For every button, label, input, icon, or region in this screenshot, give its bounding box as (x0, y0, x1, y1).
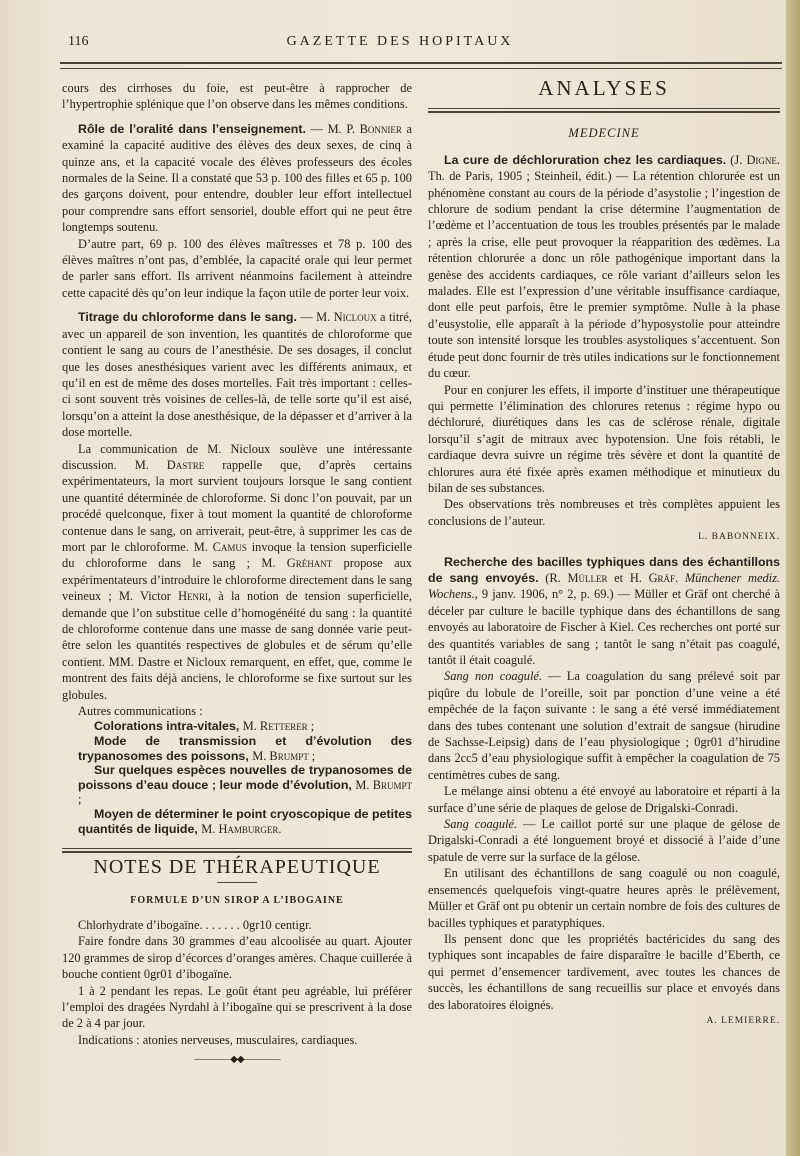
header-rule-thin (60, 68, 782, 69)
melange-paragraph: Le mélange ainsi obtenu a été envoyé au laboratoire et réparti à la surface d’une série de plaques de gelose de Drigalski-Conradi. (428, 784, 780, 815)
header-rule (60, 62, 782, 64)
author-nicloux: Nicloux (333, 310, 377, 325)
results-paragraph: En utilisant des échantillons de sang coagulé ou non coagulé, ensemencés quelquefois vingt-quatre heures après le prélèvement, Müller et Gräf ont pu obtenir un certain nombre de fois des cultures de bacilles typhiques et paratyphiques. (428, 866, 780, 930)
cure-paragraph-3: Des observations très nombreuses et très complètes appuient les conclusions de l’auteur. (428, 497, 780, 528)
author-digne: Digne (746, 152, 777, 167)
section-rule-thick (62, 851, 412, 853)
sang-non-coagule-paragraph: Sang non coagulé. — La coagulation du sang prélevé soit par piqûre du lobule de l’oreille, soit par ponction d’une veine a été empêchée de la façon suivante : le sang a été versé immédiatement dans des tubes contenant une solution d’extrait de sangsue (hirudine de Sachsse-Leipsig) dans de l’eau physiologique ; 0gr01 d’hirudine dans 2cc5 d’eau physiologique suffit à empêcher la coagulation de 75 centimètres cubes de sang. (428, 669, 780, 782)
analyses-rule (428, 108, 780, 109)
formula-ingredient: Chlorhydrate d’ibogaïne. . . . . . . 0gr10 centigr. (78, 918, 312, 932)
page-edge (786, 0, 800, 1156)
analyses-title: ANALYSES (538, 76, 670, 100)
page-number: 116 (68, 34, 89, 49)
communication-item: Moyen de déterminer le point cryoscopique de petites quantités de liquide, M. Hamburger. (78, 807, 412, 836)
continued-paragraph: cours des cirrhoses du foie, est peut-être à rapprocher de l’hypertrophie splénique que l’on observe dans les mêmes conditions. (62, 81, 412, 112)
short-divider (217, 882, 257, 883)
left-column (62, 80, 412, 1069)
communication-item: Colorations intra-vitales, M. Retterer ; (94, 719, 315, 734)
signature-babonneix: L. BABONNEIX. (698, 532, 780, 543)
titrage-discussion: La communication de M. Nicloux soulève une intéressante discussion. M. Dastre rappelle que, d’après certains expérimentateurs, la mort survient toujours lorsque le sang contient une quantité déterminée de chloroforme. Si donc l’on pouvait, par un procédé quelconque, fixer à tout moment la quantité de chloroforme contenue dans le sang, on arriverait, peut-être, à supprimer les cas de mort par le chloroforme. M. Camus invoque la tension superficielle du chloroforme dans le sang ; M. Gréhant propose aux expérimentateurs d’introduire le chloroforme directement dans le sang veineux ; M. Victor Henri, à la notion de tension superficielle, demande que l’on substitue celle d’homogénéité du sang : la quantité de chloroforme contenue dans une masse de sang donnée varie peut-être selon les quantités respectives de globules et de sérum qu’elle contient. MM. Dastre et Nicloux remarquent, en effet, que, comme le montrent des faits déjà anciens, le chloroforme se fixe surtout sur les globules. (62, 441, 412, 702)
section-medecine: MEDECINE (568, 126, 640, 141)
bacilles-paragraph: Recherche des bacilles typhiques dans des échantillons de sang envoyés. (R. Müller et H. Gräf. Münchener mediz. Wochens., 9 janv. 1906, n° 2, p. 69.) — Müller et Gräf ont cherché à déceler par culture le bacille typhique dans des échantillons de sang envoyés au laboratoire de Fischer à Kiel. Ces recherches ont porté sur des quantités variables de sang ; tantôt le sang n’était pas coagulé, tantôt il était coagulé. (428, 554, 780, 667)
titrage-paragraph: Titrage du chloroforme dans le sang. — M. Nicloux a titré, avec un appareil de son invention, les quantités de chloroforme que contient le sang au cours de l’anesthésie. De ses dosages, il conclut que les doses anesthésiques varient avec les différents animaux, et qu’il en est de même des doses mortelles. Fait très important : celles-ci sont souvent très voisines de celles-là, de telle sorte qu’il est aisé, lorsqu’on a atteint la dose anesthésique, de la dépasser et d’arriver à la dose mortelle. (62, 310, 412, 440)
end-ornament: ————◆◆———— (194, 1054, 280, 1066)
communication-item: Sur quelques espèces nouvelles de trypanosomes de poissons d’eau douce ; leur mode d’évolution, M. Brumpt ; (78, 763, 412, 807)
conclusion-paragraph: Ils pensent donc que les propriétés bactéricides du sang des typhiques sont incapables de faire disparaître le bacille d’Eberth, ce qui permet d’ensemencer tardivement, avec toutes les chances de succès, les échantillons de sang recueillis sur place et envoyés dans des laboratoires éloignés. (428, 931, 780, 1012)
cure-title: La cure de déchloruration chez les cardiaques. (444, 152, 727, 167)
page-header (0, 34, 800, 58)
bacilles-title: Recherche des bacilles typhiques dans des échantillons de sang envoyés. (428, 554, 780, 585)
journal-title: GAZETTE DES HOPITAUX (286, 34, 514, 49)
formula-dosage: 1 à 2 pendant les repas. Le goût étant peu agréable, lui préférer l’emploi des dragées Nyrdahl à l’ibogaïne qui se prescrivent à la dose de 2 à 4 par jour. (62, 983, 412, 1031)
sang-coagule-paragraph: Sang coagulé. — Le caillot porté sur une plaque de gélose de Drigalski-Conradi a été longuement broyé et dissocié à l’aide d’une spatule de verre sur la surface de la gélose. (428, 817, 780, 864)
formula-title: FORMULE D’UN SIROP A L’IBOGAINE (130, 894, 344, 906)
author-bonnier: Bonnier (359, 121, 402, 136)
oralite-paragraph: Rôle de l’oralité dans l’enseignement. — M. P. Bonnier a examiné la capacité auditive des élèves des deux sexes, de cinq à quinze ans, et la capacité vocale des élèves professeurs des écoles normales de la Seine. Il a constaté que 53 p. 100 des filles et 65 p. 100 des garçons doivent, pour entendre, doubler leur effort intellectuel pour comprendre sans effort sensoriel, double effort qui ne peut être longtemps soutenu. (62, 121, 412, 235)
right-column (428, 76, 780, 1029)
notes-therapeutique-title: NOTES DE THÉRAPEUTIQUE (93, 856, 381, 879)
communication-item: Mode de transmission et d’évolution des trypanosomes des poissons, M. Brumpt ; (78, 734, 412, 763)
titrage-title: Titrage du chloroforme dans le sang. (78, 310, 297, 325)
autres-communications-title: Autres communications : (78, 704, 203, 719)
cure-paragraph-2: Pour en conjurer les effets, il importe d’instituer une thérapeutique qui permette l’élimination des chlorures retenus : régime hypo ou déchloruré, diurétiques dans les cas de sclérose rénale, digitale lorsqu’il s’agit de mitraux avec hypotension. Une fois rétabli, le cardiaque devra suivre un régime très sévère et dont la quantité de chlorures aura été fixée après examen méthodique et minutieux du bilan de ses substances. (428, 382, 780, 495)
formula-indications: Indications : atonies nerveuses, musculaires, cardiaques. (78, 1032, 358, 1047)
oralite-paragraph-2: D’autre part, 69 p. 100 des élèves maîtresses et 78 p. 100 des élèves maîtres n’ont pas, d’emblée, la capacité orale qui leur permet de parler sans effort. Ils arrivent néanmoins facilement à atteindre cette capacité dès qu’on leur indique la façon utile de porter leur voix. (62, 236, 412, 300)
journal-source: Münchener mediz. Wochens. (428, 570, 780, 602)
formula-preparation: Faire fondre dans 30 grammes d’eau alcoolisée au quart. Ajouter 120 grammes de sirop d’écorces d’oranges amères. Chaque cuillerée à bouche contient 0gr01 d’ibogaïne. (62, 934, 412, 982)
cure-paragraph: La cure de déchloruration chez les cardiaques. (J. Digne. Th. de Paris, 1905 ; Steinheil, édit.) — La rétention chlorurée est un phénomène constant au cours de la période d’asystolie ; l’ingestion de chlorure de sodium pendant la crise détermine l’augmentation de l’œdème et l’accentuation de tous les troubles présentés par le malade ; après la crise, elle peut provoquer la réapparition des œdèmes. La rétention chlorurée a donc un rôle pathogénique important dans la genèse des accidents cardiaques, ce rôle variant d’ailleurs selon les malades. Elle est l’expression d’une véritable insuffisance cardiaque, dont elle peut parfois, être le premier symptôme. Nulle à la phase d’eusystolie, elle apparaît à la période d’hyposystolie pour atteindre toute son intensité lorsque les troubles asystoliques s’accentuent. Son étude peut donc fournir de très utiles indications sur le fonctionnement du cœur. (428, 152, 780, 381)
analyses-rule-thick (428, 111, 780, 113)
signature-lemierre: A. LEMIERRE. (706, 1015, 780, 1026)
section-rule (62, 848, 412, 849)
oralite-title: Rôle de l’oralité dans l’enseignement. (78, 121, 306, 136)
